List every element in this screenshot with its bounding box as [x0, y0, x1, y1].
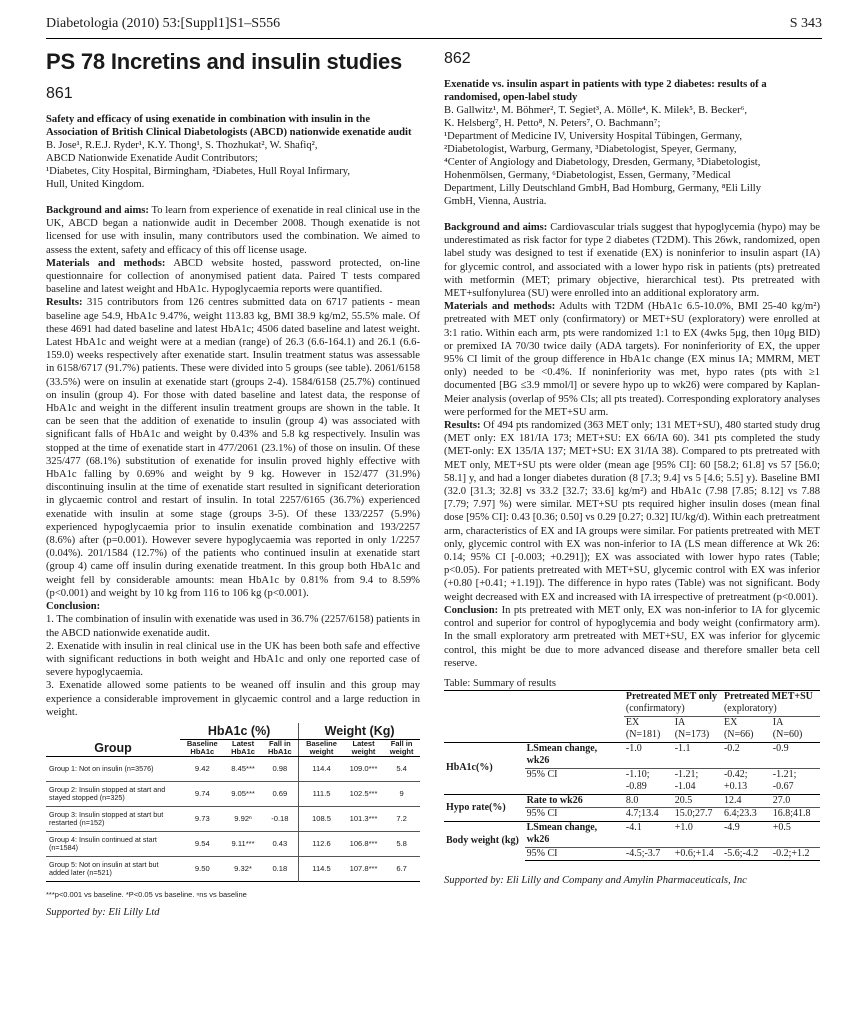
table-cell: 109.0*** [344, 756, 383, 781]
results-table-862 [444, 690, 820, 862]
author-line: B. Jose¹, R.E.J. Ryder¹, K.Y. Thong¹, S. Thozhukat², W. Shafiq², [46, 140, 318, 151]
abstract-number: 861 [46, 85, 73, 102]
table-row [46, 781, 420, 806]
table-cell: 0.18 [261, 856, 298, 881]
results-paragraph [46, 296, 420, 600]
col-header: Fall in weight [383, 739, 420, 756]
table-cell: 5.4 [383, 756, 420, 781]
table-cell: 6.7 [383, 856, 420, 881]
background-heading: Background and aims: [444, 222, 548, 233]
table-cell: 111.5 [299, 781, 344, 806]
affiliation-line: Department, Lilly Deutschland GmbH, Bad Homburg, Germany, ⁸Eli Lilly [444, 183, 762, 194]
col-header: EX [722, 716, 771, 729]
row-label: HbA1c(%) [444, 742, 525, 794]
group-name: Group 1: Not on insulin (n=3576) [46, 756, 180, 781]
table-cell: -0.2;+1.2 [771, 847, 820, 861]
journal-citation: Diabetologia (2010) 53:[Suppl1]S1–S556 [46, 16, 281, 31]
n-count: (N=181) [625, 729, 661, 741]
results-paragraph [444, 419, 820, 604]
table-cell: 9.73 [180, 806, 225, 831]
running-header [46, 14, 822, 40]
results-text: 315 contributors from 126 centres submitted data on 6717 patients - mean baseline age 54.9, HbA1c 9.47%, weight 113.83 kg, BMI 38.9 kg/m2, 55.5% male. Of these 4691 had dated baseline and latest HbA1c; 4506 dated baseline and latest weight. Latest HbA1c and weight were at a median (range) of 26.3 (6.6-164.1) and 26.1 (6.6-159.0) weeks respectively after exenatide start. Insulin treatment status was assessable in 6158/6717 (91.7%) patients. These were divided into 5 groups (see table). 2061/6158 (33.5%) were on insulin at exenatide start (groups 2-4). 1584/6158 (25.7%) continued on insulin (group 4). For those with dated baseline and latest data, the response of HbA1c and weight in the different insulin treatment groups are shown in the table. It can be seen that the addition of exenatide to insulin (group 4) was associated with significant falls of HbA1c and weight by 0.43% and 5.8 kg respectively. Insulin was stopped at the time of exenatide start in 477/2061 (23.1%) of those on insulin. Of these 325/477 (68.1%) substitution of exenatide for insulin proved highly effective with HbA1c falling by 0.69% and weight by 9 kg. However in 152/477 (31.9%) discontinuing insulin at the time of exenatide start resulted in significant deterioration in glycaemic control and restart of insulin. In total 2257/6165 (36.7%) experienced exenatide with insulin at some stage (groups 3-5). Of these 133/2257 (5.9%) experienced hypoglycaemia prior to insulin exenatide combination and 193/2257 (8.6%) after (p=0.001). However severe hypoglycaemia was reported in only 1/2257 (0.04%). 201/1584 (12.7%) of the patients who continued insulin at exenatide start (group 4) came off insulin during exenatide treatment. In this group both HbA1c and weight fell by considerable amounts: mean HbA1c by 0.81% from 9.4 to 8.59% (p<0.001) and weight by 10 kg from 116 to 106 kg (p<0.001). [46, 297, 421, 599]
table-row [46, 831, 420, 856]
table-cell: 9.32* [225, 856, 262, 881]
conclusion-text: In pts pretreated with MET only, EX was non-inferior to IA for glycemic control and superior for control of hypoglycemia and body weight (confirmatory arm). In the small exploratory arm pretreated with MET+SU, EX was inferior for glycemic control, this might be due to more advanced disease and therefore smaller beta cell reserve. [444, 604, 821, 669]
table-cell: +0.6;+1.4 [673, 847, 722, 861]
table-cell: 4.7;13.4 [624, 808, 673, 822]
met-su-header: Pretreated MET+SU [722, 690, 820, 703]
table-cell: +0.5 [771, 821, 820, 847]
group-header: Group [46, 739, 180, 756]
conclusion-heading-line [46, 600, 420, 613]
abstract-title: Safety and efficacy of using exenatide in combination with insulin in the Association of British Clinical Diabetologists (ABCD) nationwide exenatide audit [46, 114, 412, 138]
table-footnote: ***p<0.001 vs baseline. *P<0.05 vs baseline. ⁿns vs baseline [46, 889, 247, 899]
abstract-862 [444, 44, 820, 886]
table-cell: 6.4;23.3 [722, 808, 771, 822]
col-header: Latest weight [344, 739, 383, 756]
table-cell: -1.10; -0.89 [624, 768, 673, 794]
author-line: ABCD Nationwide Exenatide Audit Contributors; [46, 153, 258, 164]
results-heading: Results: [46, 297, 83, 309]
table-cell: 20.5 [673, 794, 722, 808]
col-header: IA [771, 716, 820, 729]
measure-label: LSmean change, wk26 [525, 821, 624, 847]
table-cell: -0.2 [722, 742, 771, 768]
abstract-body [46, 191, 420, 719]
conclusion-item: 3. Exenatide allowed some patients to be weaned off insulin and this group may experience a considerable improvement in glycaemic control and a large reduction in weight. [46, 680, 420, 718]
hba1c-header: HbA1c (%) [180, 723, 299, 740]
abstract-861 [46, 44, 420, 918]
table-row [444, 821, 820, 847]
results-text: Of 494 pts randomized (363 MET only; 131 MET+SU), 480 started study drug (MET only: EX 181/IA 173; MET+SU: EX 66/IA 60). 341 pts completed the study (MET-only: EX 135/IA 137; MET+SU: EX 31/IA 38). Compared to pts pretreated with MET only, MET+SU pts were older (mean age [95% CI]: 60 [58.2; 61.8] vs 57 [56.0; 58.1] y, and had a longer diabetes duration (8 [7.3; 9.4] vs 5 [4.6; 5.5] y). Baseline BMI (32.0 [31.3; 32.8] vs 33.2 [32.7; 33.6] kg/m²) and HbA1c (7.98 [7.85; 8.12] vs 7.88 [7.79; 7.97] %) were similar. MET+SU pts required higher insulin doses (mean final dose [95% CI]: 0.43 [0.36; 0.50] vs 0.29 [0.27; 0.32] IU/kg/d). Within each pretreatment arm, characteristics of EX and IA groups were similar. For patients pretreated with MET only, glycemic control with EX was non-inferior to IA (LS mean difference at Wk 26: 0.14; 95% CI [-0.003; +0.291]); EX was associated with lower hypo rates (Table; p<0.05). For patients pretreated with MET+SU, glycemic control with EX was inferior (+0.80 [+0.41; +1.19]). The difference in hypo rates (Table) was not significant. Body weight decreased with EX and increased with IA irrespective of pretreatment (p<0.001). [444, 420, 820, 603]
background-paragraph [444, 221, 820, 300]
col-header: IA [673, 716, 722, 729]
background-text: To learn from experience of exenatide in real clinical use in the UK, ABCD began a nationwide audit in December 2008. Though exenatide is not licensed for use with insulin, many contributors used the combination. We aimed to assess the extent, safety and efficacy of this off license usage. [46, 205, 420, 256]
conclusion-heading: Conclusion: [46, 601, 101, 613]
col-header: Baseline weight [299, 739, 344, 756]
table-cell: +1.0 [673, 821, 722, 847]
table-cell: 101.3*** [344, 806, 383, 831]
table-cell: 107.8*** [344, 856, 383, 881]
background-paragraph [46, 204, 420, 257]
measure-label: 95% CI [525, 808, 624, 822]
methods-text: ABCD website hosted, password protected, on-line questionnaire for collection of anonymised patient data. Paired T tests compared baseline and latest weight and HbA1c. Hypoglycaemia reports were quantified. [46, 257, 420, 296]
abstract-title: Exenatide vs. insulin aspart in patients with type 2 diabetes: results of a randomised, open-label study [444, 79, 767, 103]
affiliation-line: ⁴Center of Angiology and Diabetology, Dresden, Germany, ⁵Diabetologist, [444, 157, 761, 168]
n-count: (N=173) [674, 729, 710, 741]
affiliation-line: GmbH, Vienna, Austria. [444, 196, 547, 207]
table-cell: -1.1 [673, 742, 722, 768]
section-title: PS 78 Incretins and insulin studies [46, 49, 403, 74]
results-heading: Results: [444, 420, 481, 432]
affiliation-line: ²Diabetologist, Warburg, Germany, ³Diabetologist, Speyer, Germany, [444, 144, 737, 155]
table-cell: 9.05*** [225, 781, 262, 806]
table-cell: 9.50 [180, 856, 225, 881]
row-label: Body weight (kg) [444, 821, 525, 861]
table-cell: 112.6 [299, 831, 344, 856]
table-cell: 7.2 [383, 806, 420, 831]
table-row [46, 856, 420, 881]
group-name: Group 5: Not on insulin at start but added later (n=521) [46, 856, 180, 881]
table-cell: -4.9 [722, 821, 771, 847]
methods-paragraph [444, 300, 820, 419]
table-cell: 8.0 [624, 794, 673, 808]
measure-label: Rate to wk26 [525, 794, 624, 808]
author-list [46, 139, 420, 191]
measure-label: LSmean change, wk26 [525, 742, 624, 768]
header-rule [46, 38, 822, 39]
table-cell: 8.45*** [225, 756, 262, 781]
affiliation-line: ¹Department of Medicine IV, University Hospital Tübingen, Germany, [444, 131, 743, 142]
methods-heading: Materials and methods: [46, 257, 166, 269]
group-name: Group 3: Insulin stopped at start but restarted (n=152) [46, 806, 180, 831]
group-name: Group 4: Insulin continued at start (n=1584) [46, 831, 180, 856]
author-line: B. Gallwitz¹, M. Böhmer², T. Segiet³, A. Mölle⁴, K. Milek⁵, B. Becker⁶, [444, 105, 747, 116]
table-cell: 9.42 [180, 756, 225, 781]
table-cell: 114.4 [299, 756, 344, 781]
table-cell: -1.21; -1.04 [673, 768, 722, 794]
table-cell: 114.5 [299, 856, 344, 881]
col-header: Latest HbA1c [225, 739, 262, 756]
n-count: (N=66) [723, 729, 754, 741]
table-cell: 0.69 [261, 781, 298, 806]
col-header: EX [624, 716, 673, 729]
table-row [444, 794, 820, 808]
table-cell: -5.6;-4.2 [722, 847, 771, 861]
table-cell: -0.9 [771, 742, 820, 768]
affiliation-line: Hohenmölsen, Germany, ⁶Diabetologist, Essen, Germany, ⁷Medical [444, 170, 731, 181]
methods-text: Adults with T2DM (HbA1c 6.5-10.0%, BMI 25-40 kg/m²) pretreated with MET only (confirmatory) or MET+SU (exploratory) were enrolled at 3:1 ratio. Within each arm, pts were randomized 1:1 to EX (4wks 5μg, then 10μg BID) or premixed IA 70/30 twice daily (ADA targets). For noninferiority of EX, the upper 95% CI limit of the group difference in HbA1c change (EX minus IA; MMRM, MET only) needed to be <0.4%. If noninferiority was met, hypo rates (pts with ≥1 documented [BG ≤3.9 mmol/l] or severe hypo up to wk26) were compared by Kaplan-Meier analysis (overlap of 95% CIs; all pts treated). Corresponding exploratory analyses were performed for the MET+SU arm. [444, 301, 820, 418]
met-only-subheader: (confirmatory) [625, 703, 685, 715]
table-cell: 9.92ⁿ [225, 806, 262, 831]
table-cell: 27.0 [771, 794, 820, 808]
abstract-number: 862 [444, 50, 471, 67]
table-row [46, 756, 420, 781]
measure-label: 95% CI [525, 768, 624, 794]
conclusion-paragraph [444, 604, 820, 670]
conclusion-item: 2. Exenatide with insulin in real clinical use in the UK has been both safe and effective with significant reductions in both weight and HbA1c and only one reported case of severe hypoglycaemia. [46, 640, 420, 679]
table-cell: -4.5;-3.7 [624, 847, 673, 861]
abstract-body [444, 208, 820, 670]
table-cell: 15.0;27.7 [673, 808, 722, 822]
group-name: Group 2: Insulin stopped at start and stayed stopped (n=325) [46, 781, 180, 806]
author-list [444, 104, 820, 208]
table-cell: 12.4 [722, 794, 771, 808]
col-header: Fall in HbA1c [261, 739, 298, 756]
table-cell: 0.43 [261, 831, 298, 856]
table-cell: -1.0 [624, 742, 673, 768]
table-cell: -0.42; +0.13 [722, 768, 771, 794]
background-text: Cardiovascular trials suggest that hypoglycemia (hypo) may be underestimated as risk factor for type 2 diabetes (T2DM). This 26wk, randomized, open label study was designed to test if exenatide (EX) is noninferior to insulin aspart (IA) for glycemic control, and associated with a lower hypo risk in patients (pts) pretreated with metformin (MET; primary objective, hierarchical test). Pts pretreated with MET+sulfonylurea (SU) were enrolled into an additional exploratory arm. [444, 222, 820, 300]
row-label: Hypo rate(%) [444, 794, 525, 821]
methods-paragraph [46, 257, 420, 297]
met-only-header: Pretreated MET only [624, 690, 722, 703]
funding-note: Supported by: Eli Lilly and Company and Amylin Pharmaceuticals, Inc [444, 875, 747, 887]
table-cell: 108.5 [299, 806, 344, 831]
table-cell: 0.98 [261, 756, 298, 781]
weight-header: Weight (Kg) [299, 723, 420, 740]
measure-label: 95% CI [525, 847, 624, 861]
table-cell: 102.5*** [344, 781, 383, 806]
table-cell: 106.8*** [344, 831, 383, 856]
conclusion-heading: Conclusion: [444, 604, 499, 616]
background-heading: Background and aims: [46, 205, 149, 216]
table-cell: 9.54 [180, 831, 225, 856]
results-table-861 [46, 723, 420, 882]
table-caption: Table: Summary of results [444, 677, 556, 689]
methods-heading: Materials and methods: [444, 301, 556, 313]
table-cell: 5.8 [383, 831, 420, 856]
table-row [46, 806, 420, 831]
table-cell: 9 [383, 781, 420, 806]
table-cell: -4.1 [624, 821, 673, 847]
funding-note: Supported by: Eli Lilly Ltd [46, 906, 160, 918]
table-row [444, 742, 820, 768]
conclusion-item: 1. The combination of insulin with exenatide was used in 36.7% (2257/6158) patients in the ABCD nationwide exenatide audit. [46, 614, 420, 639]
table-cell: -1.21; -0.67 [771, 768, 820, 794]
n-count: (N=60) [772, 729, 803, 741]
col-header: Baseline HbA1c [180, 739, 225, 756]
affiliation-line: Hull, United Kingdom. [46, 179, 145, 190]
table-cell: 9.11*** [225, 831, 262, 856]
page-number: S 343 [789, 16, 822, 31]
met-su-subheader: (exploratory) [723, 703, 777, 715]
affiliation-line: ¹Diabetes, City Hospital, Birmingham, ²Diabetes, Hull Royal Infirmary, [46, 166, 351, 177]
table-cell: 9.74 [180, 781, 225, 806]
table-cell: -0.18 [261, 806, 298, 831]
author-line: K. Helsberg⁷, H. Petto⁸, N. Peters⁷, O. Bachmann⁷; [444, 118, 661, 129]
table-cell: 16.8;41.8 [771, 808, 820, 822]
